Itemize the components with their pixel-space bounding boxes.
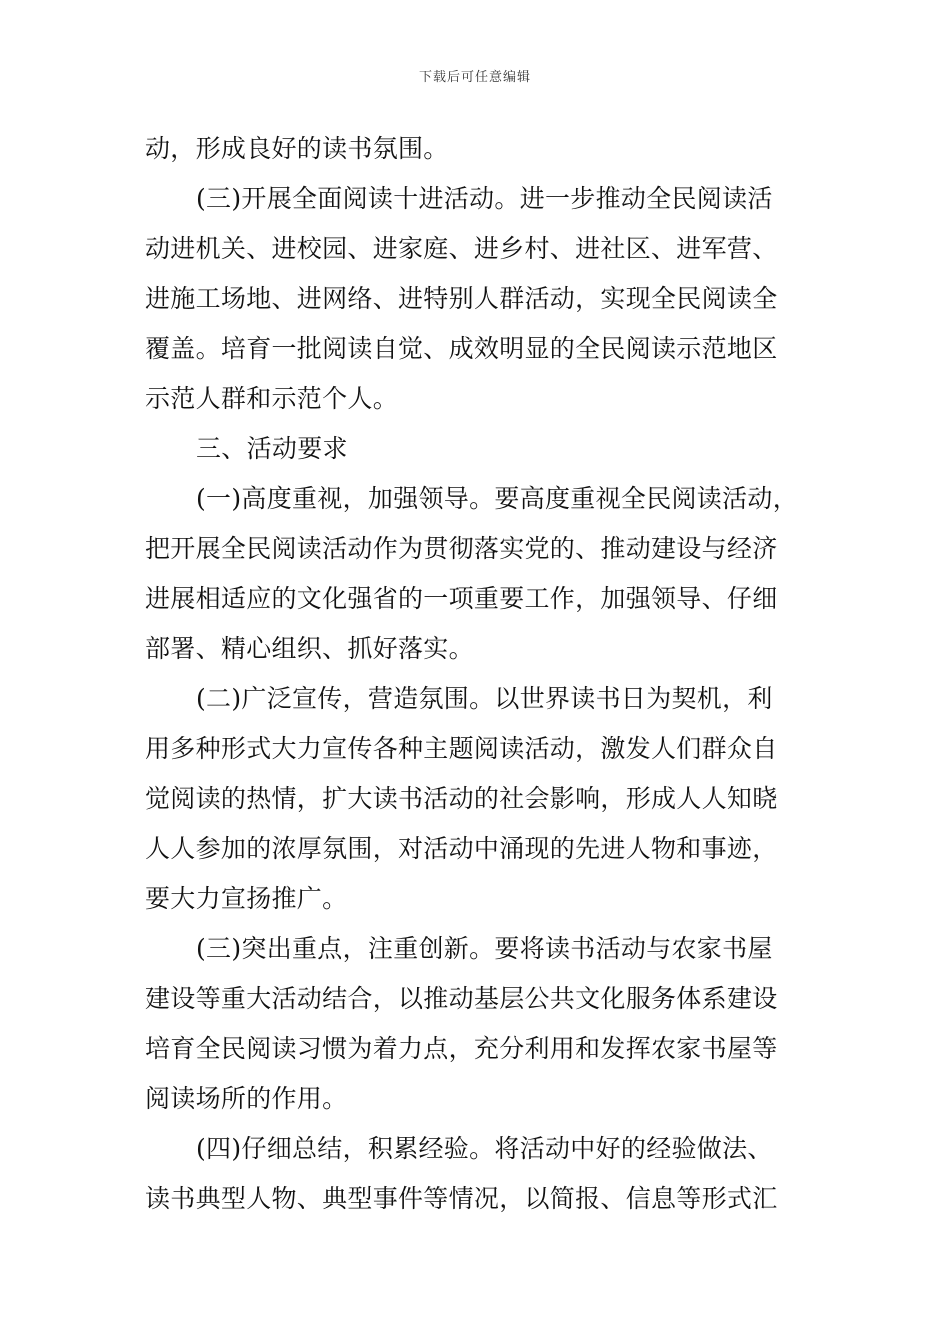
text-line: 觉阅读的热情，扩大读书活动的社会影响，形成人人知晓 <box>145 784 778 813</box>
text-line: 培育全民阅读习惯为着力点，充分利用和发挥农家书屋等 <box>145 1034 778 1063</box>
text-line: 读书典型人物、典型事件等情况，以简报、信息等形式汇 <box>145 1184 778 1213</box>
page-header-note: 下载后可任意编辑 <box>418 70 531 85</box>
text-line: 动，形成良好的读书氛围。 <box>145 134 449 163</box>
text-line: 用多种形式大力宣传各种主题阅读活动，激发人们群众自 <box>145 734 778 763</box>
text-line: 把开展全民阅读活动作为贯彻落实党的、推动建设与经济 <box>145 534 778 563</box>
section-heading: 三、活动要求 <box>196 434 348 463</box>
text-line: (二)广泛宣传，营造氛围。以世界读书日为契机，利 <box>196 684 773 713</box>
text-line: 阅读场所的作用。 <box>145 1084 348 1113</box>
text-line: (四)仔细总结，积累经验。将活动中好的经验做法、 <box>196 1134 773 1163</box>
text-line: (一)高度重视，加强领导。要高度重视全民阅读活动， <box>196 484 799 513</box>
text-line: 进施工场地、进网络、进特别人群活动，实现全民阅读全 <box>145 284 778 313</box>
text-line: 动进机关、进校园、进家庭、进乡村、进社区、进军营、 <box>145 234 778 263</box>
text-line: 部署、精心组织、抓好落实。 <box>145 634 474 663</box>
text-line: 进展相适应的文化强省的一项重要工作，加强领导、仔细 <box>145 584 778 613</box>
text-line: 人人参加的浓厚氛围，对活动中涌现的先进人物和事迹， <box>145 834 778 863</box>
text-line: (三)开展全面阅读十进活动。进一步推动全民阅读活 <box>196 184 773 213</box>
text-line: 示范人群和示范个人。 <box>145 384 399 413</box>
text-line: 覆盖。培育一批阅读自觉、成效明显的全民阅读示范地区 <box>145 334 778 363</box>
text-line: 要大力宣扬推广。 <box>145 884 348 913</box>
text-line: (三)突出重点，注重创新。要将读书活动与农家书屋 <box>196 934 773 963</box>
text-line: 建设等重大活动结合，以推动基层公共文化服务体系建设 <box>145 984 778 1013</box>
document-body <box>145 124 835 1224</box>
